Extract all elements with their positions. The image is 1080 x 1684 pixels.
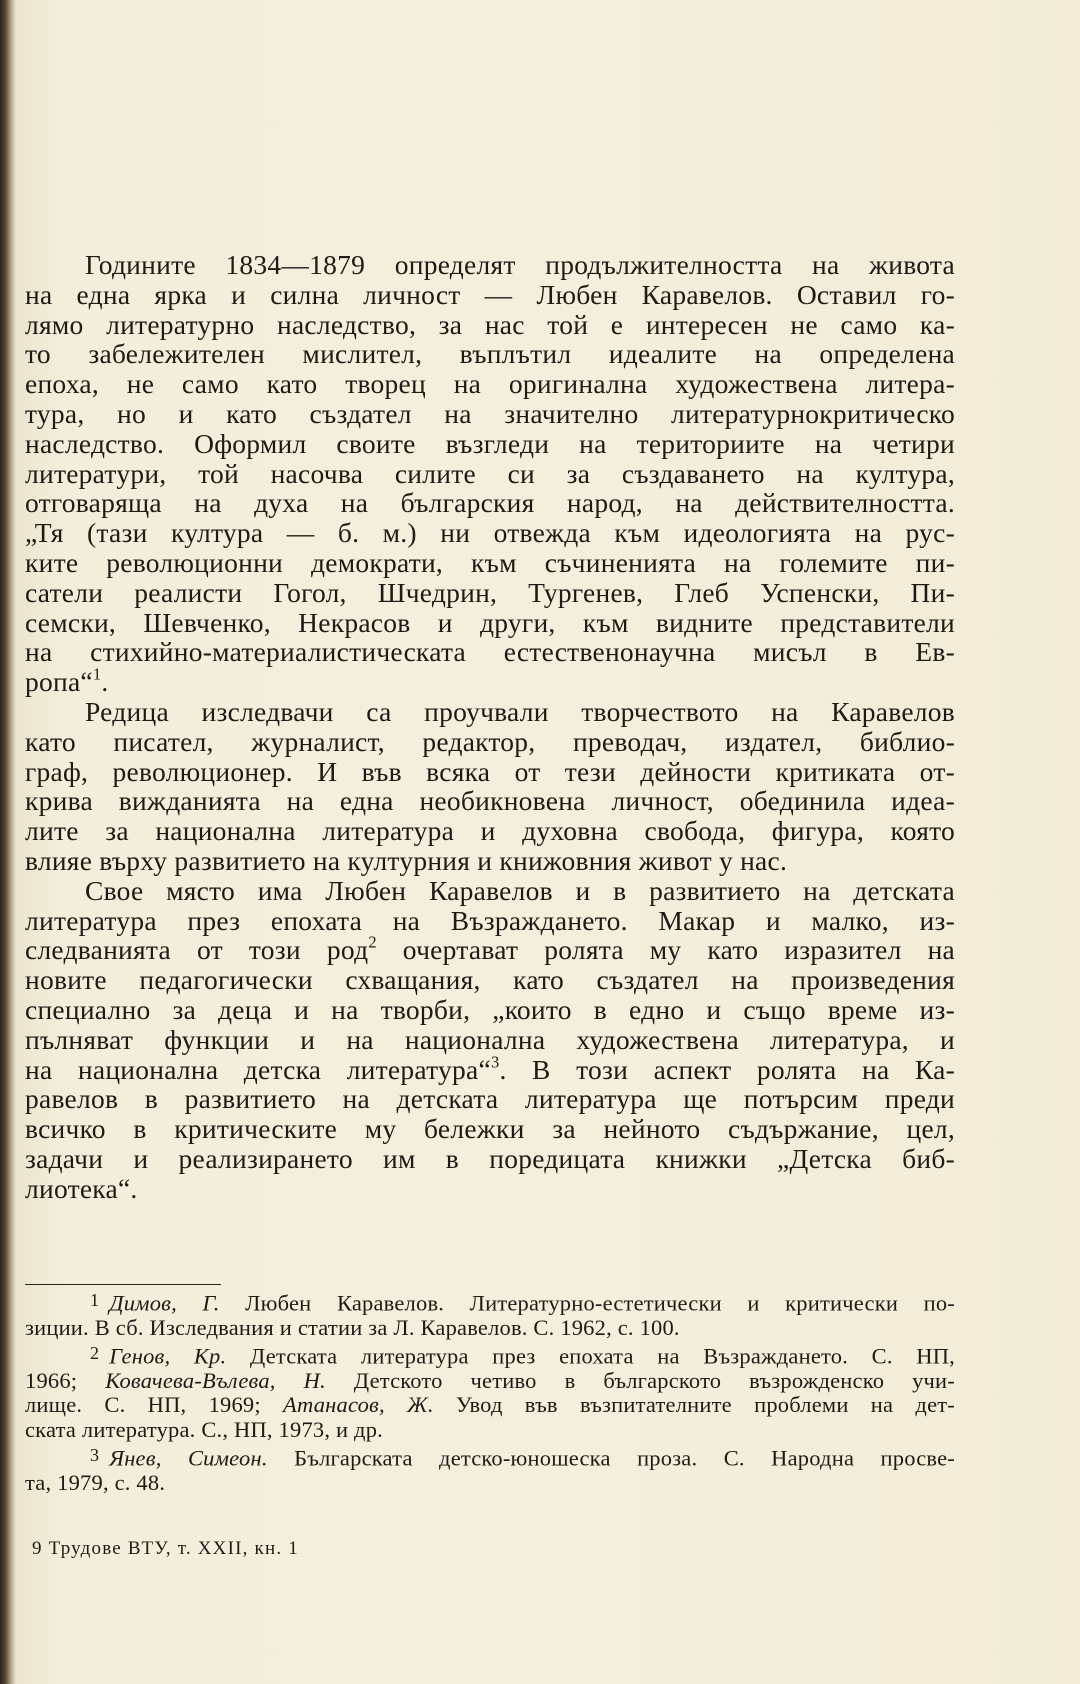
footnote-text: Детската литература през епохата на Възраждането. С. НП, — [226, 1343, 955, 1369]
text-line: Годините 1834—1879 определят продължителността на живота — [85, 249, 955, 280]
text-line — [25, 664, 955, 698]
text-fragment: ропа“ — [25, 666, 93, 698]
footnote-text: Увод във възпитателните проблеми на дет- — [433, 1392, 955, 1418]
footnote-text: Любен Каравелов. Литературно-естетически и критически по- — [219, 1290, 955, 1316]
text-fragment: . В този аспект ролята на Ка- — [499, 1053, 955, 1085]
text-fragment: . — [101, 666, 109, 698]
footnote-ref-1: 1 — [92, 664, 102, 684]
text-fragment: следванията от този род — [25, 934, 369, 966]
paragraph-3 — [25, 876, 955, 1204]
text-line: новите педагогически схващания, като създател на произведения — [25, 964, 955, 996]
footnote-number: 3 — [90, 1444, 100, 1465]
footnote-separator — [25, 1284, 221, 1285]
text-line: лите за национална литература и духовна свобода, фигура, която — [25, 815, 955, 847]
text-line: то забележителен мислител, въплътил идеалите на определена — [25, 338, 955, 370]
footnote-author: Атанасов, Ж. — [283, 1392, 434, 1418]
text-line: „Тя (тази култура — б. м.) ни отвежда към идеологията на рус- — [25, 517, 955, 549]
text-line: Свое място има Любен Каравелов и в развитието на детската — [85, 874, 955, 906]
footnote-ref-2: 2 — [368, 932, 377, 952]
footnotes — [25, 1288, 955, 1495]
footnote-text: лище. С. НП, 1969; — [25, 1392, 284, 1418]
footnote-2 — [25, 1341, 955, 1443]
text-line: отговаряща на духа на българския народ, на действителността. — [25, 487, 955, 519]
text-line: крива вижданията на една необикновена личност, обединила идеа- — [25, 785, 955, 817]
footnote-1 — [25, 1288, 955, 1341]
text-line: ките революционни демократи, към съчиненията на големите пи- — [25, 546, 955, 578]
text-fragment: очертават ролята му като изразител на — [376, 934, 955, 966]
footnote-author: Генов, Кр. — [109, 1343, 227, 1369]
text-line: пълняват функции и на национална художествена литература, и — [25, 1023, 955, 1055]
footnote-author: Димов, Г. — [109, 1290, 220, 1316]
footnote-author: Ковачева-Вълева, Н. — [105, 1367, 326, 1393]
text-line — [25, 1051, 955, 1085]
footnote-line — [25, 1341, 955, 1369]
footnote-line — [25, 1393, 955, 1418]
text-line: лиотека“. — [25, 1172, 138, 1204]
text-line: влияе върху развитието на културния и книжовния живот у нас. — [25, 844, 788, 876]
page-binding-edge — [0, 0, 16, 1684]
text-line: задачи и реализирането им в поредицата книжки „Детска биб- — [25, 1142, 955, 1174]
footnote-text: 1966; — [25, 1367, 106, 1393]
footnote-line — [25, 1443, 955, 1471]
main-text — [25, 250, 955, 1204]
footnote-number: 2 — [90, 1342, 100, 1363]
footnote-text: Българската детско-юношеска проза. С. Народна просве- — [267, 1445, 956, 1471]
footnote-text: Детското четиво в българското възрожденско учи- — [325, 1367, 955, 1393]
text-line: литератури, той насочва силите си за създаването на култура, — [25, 457, 955, 489]
printer-signature: 9 Трудове ВТУ, т. XXII, кн. 1 — [32, 1538, 299, 1559]
footnote-3 — [25, 1443, 955, 1496]
text-line: семски, Шевченко, Некрасов и други, към видните представители — [25, 606, 955, 638]
text-line: специално за деца и на творби, „които в едно и също време из- — [25, 993, 955, 1025]
paragraph-1 — [25, 250, 955, 697]
text-line: литература през епохата на Възраждането. Макар и малко, из- — [25, 904, 955, 936]
text-line: всичко в критическите му бележки за нейното съдържание, цел, — [25, 1113, 955, 1145]
paragraph-2 — [25, 697, 955, 876]
text-line: на стихийно-материалистическата естественонаучна мисъл в Ев- — [25, 636, 955, 668]
text-line: наследство. Оформил своите възгледи на териториите на четири — [25, 427, 955, 459]
footnote-line — [25, 1288, 955, 1316]
text-line: граф, революционер. И във всяка от тези дейности критиката от- — [25, 755, 955, 787]
footnote-line: зиции. В сб. Изследвания и статии за Л. Каравелов. С. 1962, с. 100. — [25, 1315, 680, 1341]
text-line: сатели реалисти Гогол, Шчедрин, Тургенев, Глеб Успенски, Пи- — [25, 576, 955, 608]
text-line: лямо литературно наследство, за нас той е интересен не само ка- — [25, 308, 955, 340]
text-line: равелов в развитието на детската литература ще потърсим преди — [25, 1083, 955, 1115]
text-line: епоха, не само като творец на оригинална художествена литера- — [25, 368, 955, 400]
text-line: тура, но и като създател на значително литературнокритическо — [25, 397, 955, 429]
footnote-line: ската литература. С., НП, 1973, и др. — [25, 1416, 383, 1442]
text-line: Редица изследвачи са проучвали творчеството на Каравелов — [85, 695, 955, 727]
text-fragment: на национална детска литература“ — [25, 1053, 491, 1085]
text-line: на една ярка и силна личност — Любен Каравелов. Оставил го- — [25, 278, 955, 310]
text-line: като писател, журналист, редактор, преводач, издател, библио- — [25, 725, 955, 757]
footnote-number: 1 — [90, 1290, 100, 1310]
footnote-author: Янев, Симеон. — [109, 1445, 268, 1471]
text-line — [25, 932, 955, 966]
footnote-line: та, 1979, с. 48. — [25, 1469, 166, 1495]
footnote-ref-3: 3 — [490, 1051, 500, 1071]
footnote-line — [25, 1369, 955, 1394]
